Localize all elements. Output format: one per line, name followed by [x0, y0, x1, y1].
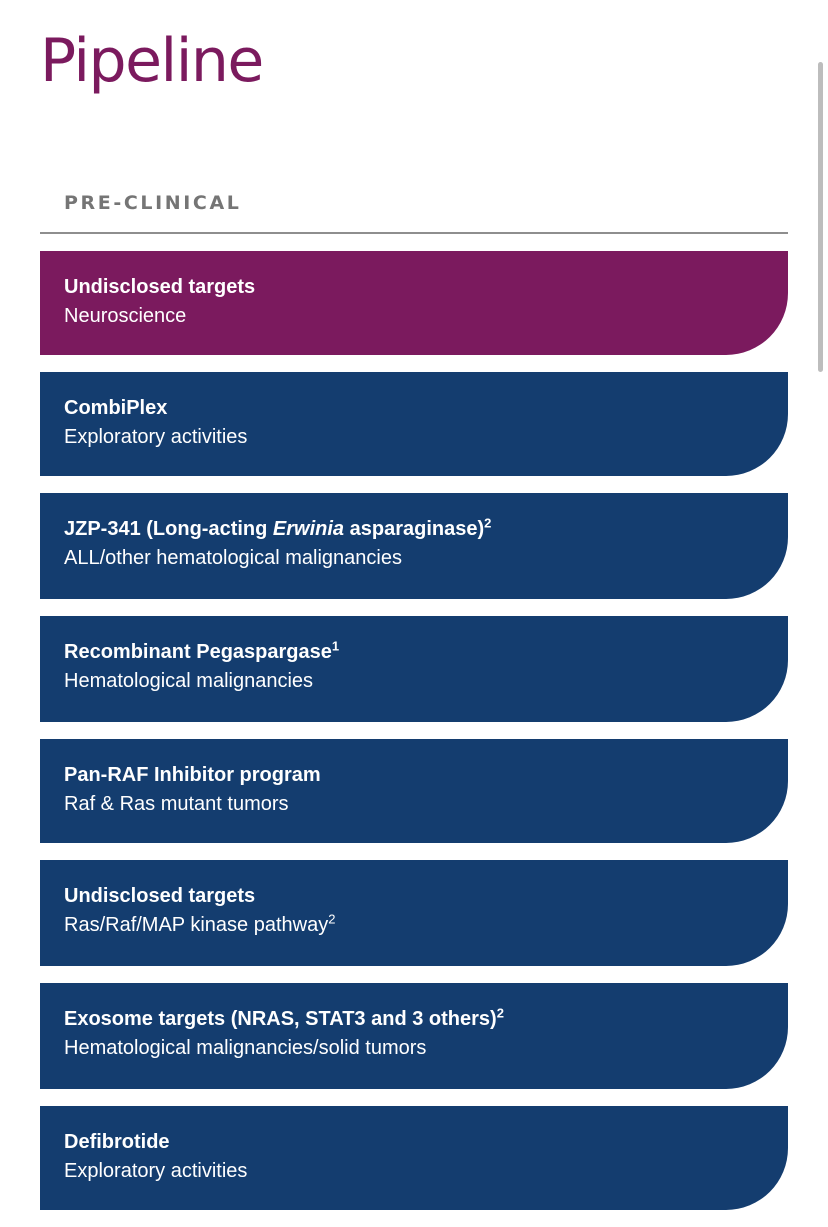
- card-title: [64, 1005, 764, 1033]
- card-subtitle-text: Ras/Raf/MAP kinase pathway: [64, 914, 329, 936]
- card-title: CombiPlex: [64, 397, 168, 419]
- card-title-text: Exosome targets (NRAS, STAT3 and 3 others): [64, 1008, 497, 1030]
- pipeline-card-undisclosed-ras-raf[interactable]: [40, 860, 788, 966]
- pipeline-card-defibrotide[interactable]: [40, 1106, 788, 1210]
- pipeline-card-combiplex[interactable]: [40, 372, 788, 476]
- card-subtitle: Raf & Ras mutant tumors: [64, 793, 289, 815]
- card-subtitle: ALL/other hematological malignancies: [64, 547, 402, 569]
- section-label-pre-clinical: PRE-CLINICAL: [64, 192, 242, 214]
- card-subtitle: Hematological malignancies: [64, 670, 314, 692]
- card-subtitle: Exploratory activities: [64, 1160, 248, 1182]
- card-title: [64, 638, 764, 666]
- card-subtitle: [64, 911, 764, 939]
- card-subtitle: Exploratory activities: [64, 426, 248, 448]
- card-subtitle: Hematological malignancies/solid tumors: [64, 1037, 427, 1059]
- card-title-suffix: asparaginase): [344, 518, 485, 540]
- pipeline-card-undisclosed-neuroscience[interactable]: [40, 251, 788, 355]
- pipeline-card-exosome-targets[interactable]: [40, 983, 788, 1089]
- card-title: [64, 515, 764, 543]
- pipeline-card-list: [40, 251, 788, 1227]
- section-divider: [40, 232, 788, 234]
- footnote-marker: 1: [331, 638, 340, 654]
- card-title: Undisclosed targets: [64, 885, 256, 907]
- pipeline-card-recombinant-pegaspargase[interactable]: [40, 616, 788, 722]
- scrollbar-thumb[interactable]: [818, 62, 823, 372]
- footnote-marker: 2: [328, 911, 336, 927]
- footnote-marker: 2: [484, 515, 492, 531]
- card-title-italic: Erwinia: [272, 518, 345, 540]
- page-title: Pipeline: [40, 26, 263, 96]
- card-title: Defibrotide: [64, 1131, 170, 1153]
- card-title: Pan-RAF Inhibitor program: [64, 764, 321, 786]
- card-title-prefix: JZP-341 (Long-acting: [64, 518, 273, 540]
- pipeline-card-jzp-341[interactable]: [40, 493, 788, 599]
- card-subtitle: Neuroscience: [64, 305, 187, 327]
- footnote-marker: 2: [496, 1005, 504, 1021]
- card-title-text: Recombinant Pegaspargase: [64, 641, 332, 663]
- card-title: Undisclosed targets: [64, 276, 256, 298]
- pipeline-card-pan-raf-inhibitor[interactable]: [40, 739, 788, 843]
